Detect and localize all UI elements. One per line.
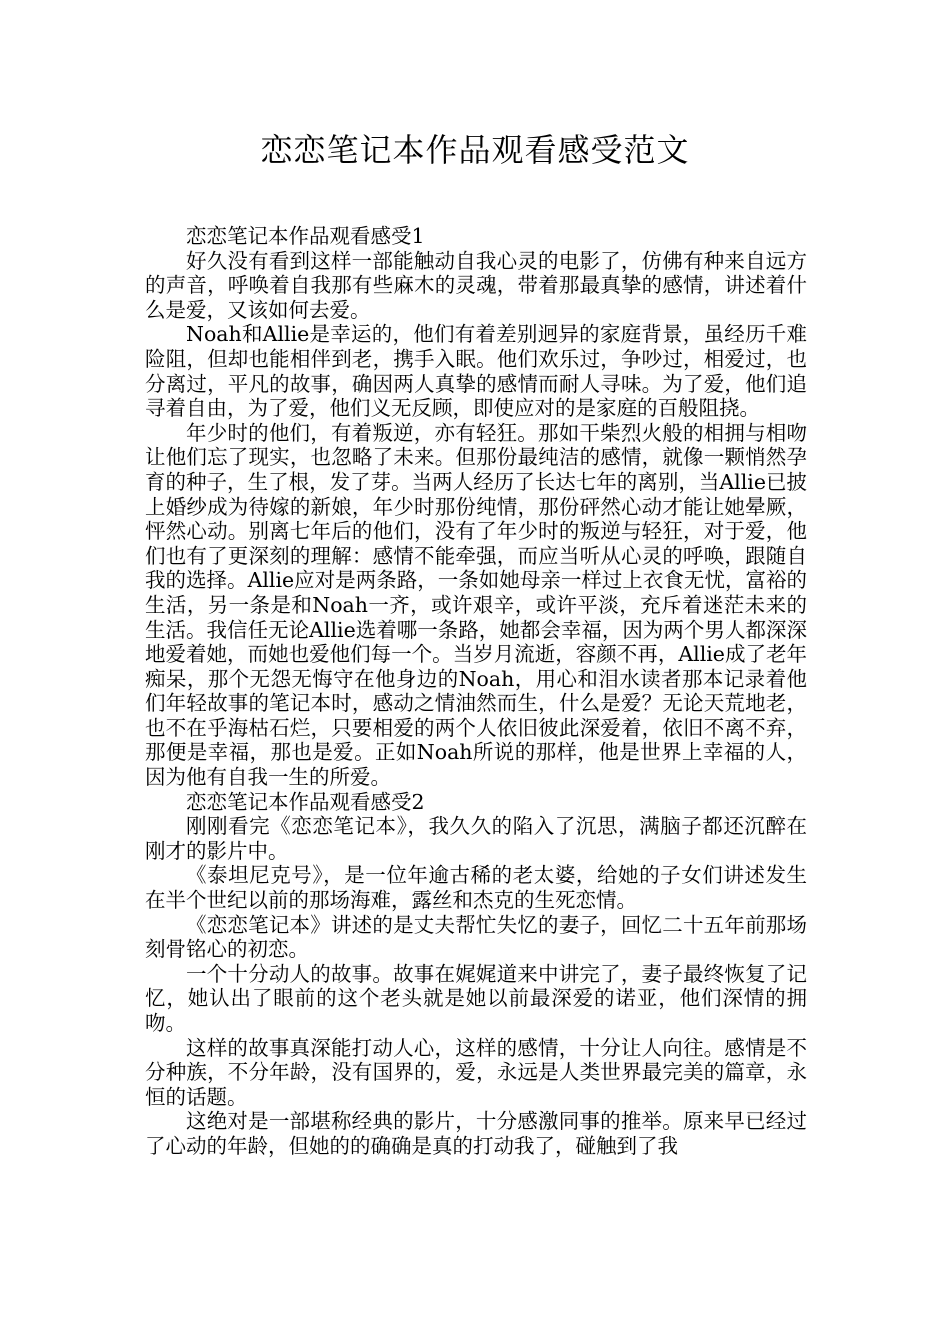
paragraph: Noah和Allie是幸运的，他们有着差别迥异的家庭背景，虽经历千难险阻，但却也能相伴到老，携手入眠。他们欢乐过，争吵过，相爱过，也分离过，平凡的故事，确因两人真挚的感情而耐人寻味。为了爱，他们追寻着自由，为了爱，他们义无反顾，即使应对的是家庭的百般阻挠。 (145, 322, 807, 421)
paragraph: 这绝对是一部堪称经典的影片，十分感激同事的推举。原来早已经过了心动的年龄，但她的的确确是真的打动我了，碰触到了我 (145, 1109, 807, 1158)
section-heading-2: 恋恋笔记本作品观看感受2 (186, 789, 425, 814)
paragraph: 《恋恋笔记本》讲述的是丈夫帮忙失忆的妻子，回忆二十五年前那场刻骨铭心的初恋。 (145, 912, 807, 962)
paragraph: 刚刚看完《恋恋笔记本》，我久久的陷入了沉思，满脑子都还沉醉在刚才的影片中。 (145, 814, 807, 863)
paragraph: 一个十分动人的故事。故事在娓娓道来中讲完了，妻子最终恢复了记忆，她认出了眼前的这个老头就是她以前最深爱的诺亚，他们深情的拥吻。 (145, 961, 807, 1035)
document-title: 恋恋笔记本作品观看感受范文 (260, 131, 690, 169)
paragraph: 这样的故事真深能打动人心，这样的感情，十分让人向往。感情是不分种族，不分年龄，没有国界的，爱，永远是人类世界最完美的篇章，永恒的话题。 (145, 1035, 807, 1109)
paragraph: 《泰坦尼克号》，是一位年逾古稀的老太婆，给她的子女们讲述发生在半个世纪以前的那场海难，露丝和杰克的生死恋情。 (145, 863, 807, 913)
document-body (145, 224, 807, 1159)
paragraph: 年少时的他们，有着叛逆，亦有轻狂。那如干柴烈火般的相拥与相吻让他们忘了现实，也忽略了未来。但那份最纯洁的感情，就像一颗悄然孕育的种子，生了根，发了芽。当两人经历了长达七年的离别，当Allie已披上婚纱成为待嫁的新娘，年少时那份纯情，那份砰然心动才能让她晕厥，怦然心动。别离七年后的他们，没有了年少时的叛逆与轻狂，对于爱，他们也有了更深刻的理解：感情不能牵强，而应当听从心灵的呼唤，跟随自我的选择。Allie应对是两条路，一条如她母亲一样过上衣食无忧，富裕的生活，另一条是和Noah一齐，或许艰辛，或许平淡，充斥着迷茫未来的生活。我信任无论Allie选着哪一条路，她都会幸福，因为两个男人都深深地爱着她，而她也爱他们每一个。当岁月流逝，容颜不再，Allie成了老年痴呆，那个无怨无悔守在他身边的Noah，用心和泪水读者那本记录着他们年轻故事的笔记本时，感动之情油然而生，什么是爱？无论天荒地老，也不在乎海枯石烂，只要相爱的两个人依旧彼此深爱着，依旧不离不弃，那便是幸福，那也是爱。正如Noah所说的那样，他是世界上幸福的人，因为他有自我一生的所爱。 (145, 420, 807, 790)
paragraph: 好久没有看到这样一部能触动自我心灵的电影了，仿佛有种来自远方的声音，呼唤着自我那有些麻木的灵魂，带着那最真挚的感情，讲述着什么是爱，又该如何去爱。 (145, 248, 807, 322)
section-heading-1: 恋恋笔记本作品观看感受1 (186, 224, 425, 248)
